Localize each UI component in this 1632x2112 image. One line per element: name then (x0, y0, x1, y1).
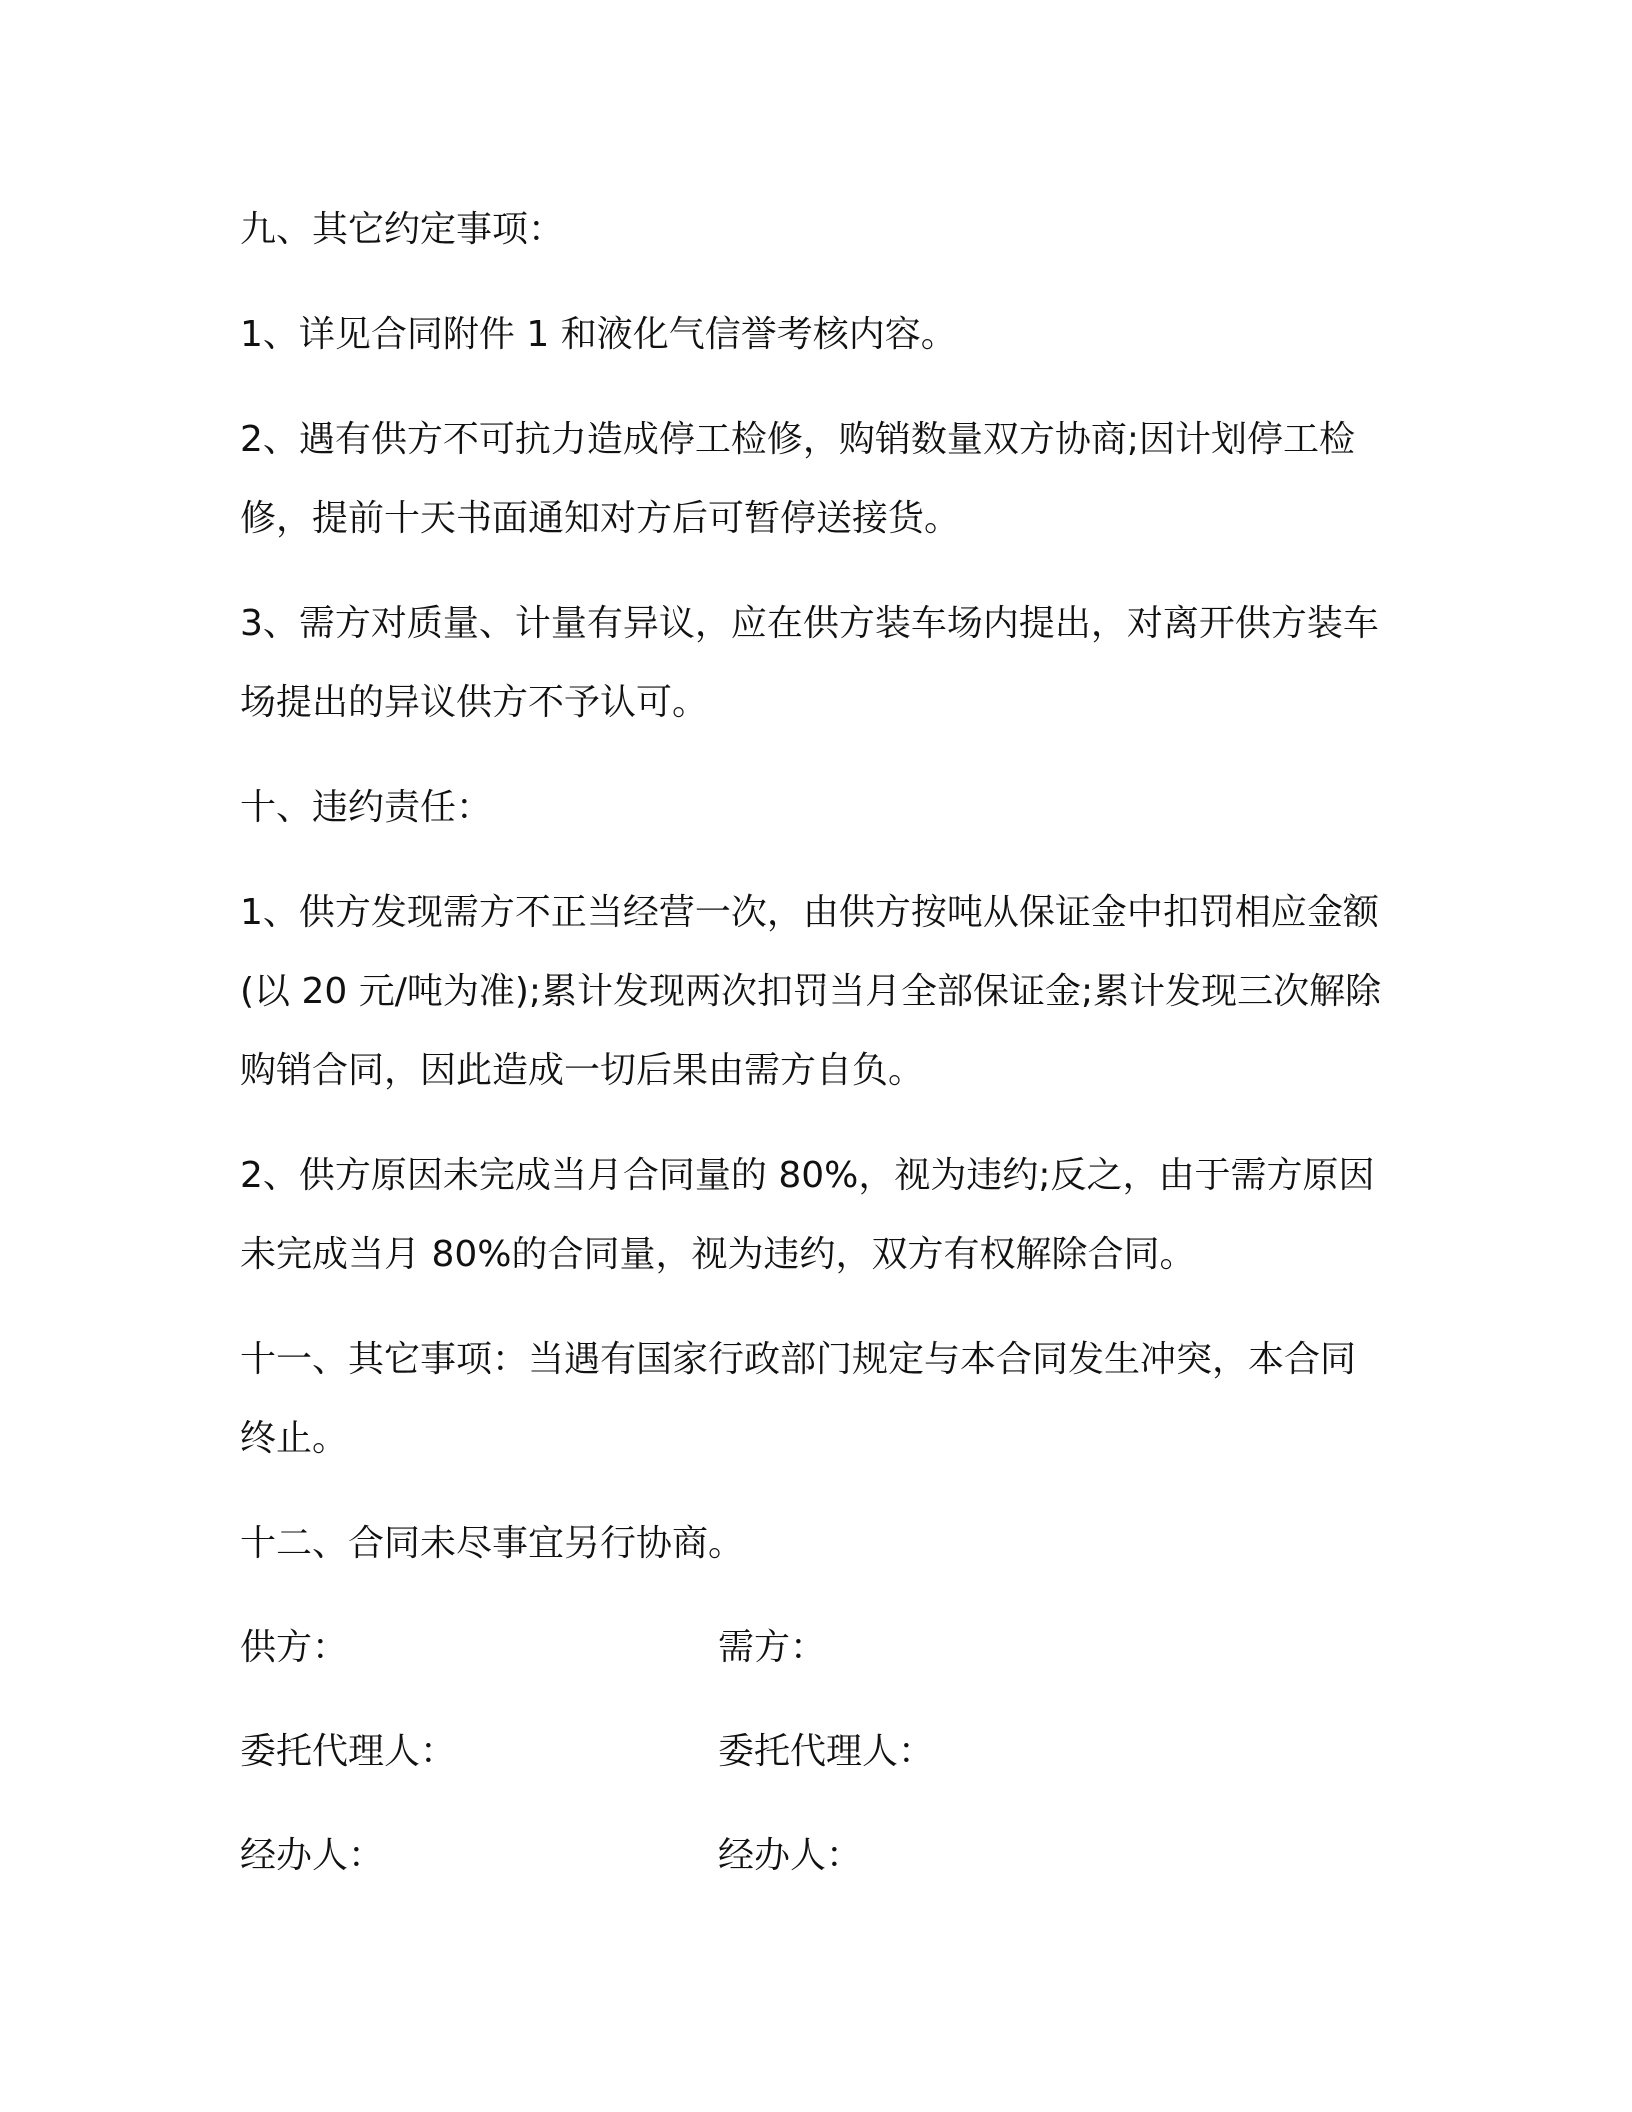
section-11: 十一、其它事项：当遇有国家行政部门规定与本合同发生冲突，本合同终止。 (240, 1339, 1357, 1459)
supplier-agent-label: 委托代理人： (240, 1731, 457, 1772)
section-9-item-3: 3、需方对质量、计量有异议，应在供方装车场内提出，对离开供方装车场提出的异议供方不予认可。 (240, 603, 1379, 723)
buyer-agent-label: 委托代理人： (718, 1731, 935, 1772)
section-9-item-2: 2、遇有供方不可抗力造成停工检修，购销数量双方协商;因计划停工检修，提前十天书面通知对方后可暂停送接货。 (240, 419, 1356, 539)
section-10-heading: 十、违约责任： (240, 787, 493, 828)
document-body (240, 190, 1390, 1921)
supplier-handler-label: 经办人： (240, 1835, 385, 1876)
supplier-label: 供方： (240, 1627, 349, 1668)
section-10-item-2: 2、供方原因未完成当月合同量的 80%，视为违约;反之，由于需方原因未完成当月 80%的合同量，视为违约，双方有权解除合同。 (240, 1155, 1375, 1275)
section-12: 十二、合同未尽事宜另行协商。 (240, 1523, 745, 1564)
signature-row-handler (240, 1817, 1390, 1895)
section-9-item-1: 1、详见合同附件 1 和液化气信誉考核内容。 (240, 314, 957, 355)
signature-row-party (240, 1609, 1390, 1687)
buyer-handler-label: 经办人： (718, 1835, 863, 1876)
buyer-label: 需方： (718, 1627, 827, 1668)
signature-block (240, 1609, 1390, 1895)
signature-row-agent (240, 1713, 1390, 1791)
section-10-item-1: 1、供方发现需方不正当经营一次，由供方按吨从保证金中扣罚相应金额(以 20 元/吨为准);累计发现两次扣罚当月全部保证金;累计发现三次解除购销合同，因此造成一切后果由需方自负。 (240, 892, 1382, 1091)
section-9-heading: 九、其它约定事项： (240, 209, 565, 250)
